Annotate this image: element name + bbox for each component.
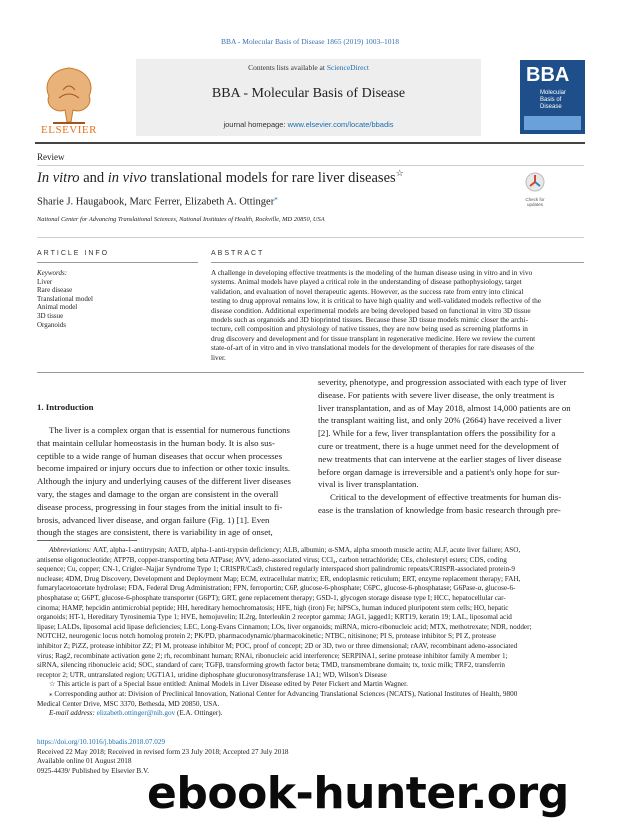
- body-line: that maintain cellular homeostasis in the human body. It is also sus-: [37, 437, 275, 448]
- abbreviations-footnote: [37, 546, 585, 719]
- check-updates-badge[interactable]: [520, 172, 550, 207]
- check-updates-text: Check for: [525, 197, 545, 202]
- article-info-heading: ARTICLE INFO: [37, 250, 110, 257]
- body-line: become impaired or injury occurs due to infection or other toxic insults.: [37, 463, 291, 474]
- footnote-line: NOTCH2, neurogenic locus notch homolog protein 2; PK/PD, pharmacodynamic/pharmacokinetic; NTBC, nitisinone; PI S, protease inhibitor S; PI Z, protease: [37, 632, 496, 641]
- journal-cover: [520, 60, 585, 134]
- body-line: though the stages are consistent, there is variability in age of onset,: [37, 527, 273, 538]
- footnote-line: cinoma; HAMP, hepcidin antimicrobial peptide; HH, hereditary hemochromatosis; HFE, high (iron) Fe; hiPSCs, human induced pluripotent stem cells; HO, hepatic: [37, 603, 509, 612]
- section-heading: 1. Introduction: [37, 402, 94, 412]
- footnote-line: phosphatase α; G6PT, glucose-6-phosphate transporter (G6PT); GRT, gene replacement therapy; GSD-1, glycogen storage disease type I; HCC, hepatocellular car-: [37, 593, 506, 602]
- footnote-line: antisense oligonucleotide; ATP7B, copper-transporting beta ATPase; AVV, adeno-associated virus; CCl₄, carbon tetrachloride; CEs, cholesteryl esters; CDS, coding: [37, 555, 507, 564]
- cover-acronym: BBA: [526, 64, 570, 86]
- info-rule: [37, 262, 198, 263]
- footnote-line: fumarylacetoacetate hydrolase; FDA, Federal Drug Administration; FPN, ferroportin; C6P, glucose-6-phosphate; C6PC, glucose-6-phosphatase; G6Pase-α, glucose-6-: [37, 584, 516, 593]
- body-line: Although the injury and underlying causes of the different liver diseases: [37, 476, 291, 487]
- abstract-line: testing to drug approval remains low, it is critical to have high quality and well-validated models reflective of the: [211, 296, 542, 306]
- footnote-line: siRNA, silencing ribonucleic acid; SOC, standard of care; TGFβ, transforming growth factor beta; TMD, transmembrane domain; tx, toxic milk; TRF2, transferrin: [37, 661, 505, 670]
- contents-line: [136, 63, 481, 72]
- header-rule: [35, 142, 585, 144]
- footnote-text: AAT, alpha-1-antitrypsin; AATD, alpha-1-anti-trypsin deficiency; ALB, albumin; α-SMA, alpha smooth muscle actin; ALF, acute liver failure; ASO,: [92, 546, 521, 554]
- body-line: disease. For patients with severe liver disease, the only treatment is: [318, 389, 555, 400]
- footnote-line: inhibitor Z; PiZZ, protease inhibitor ZZ; PI M, protease inhibitor M; POC, proof of concept; 2D or 3D, two or three dimensional; rAAV, recombinant adeno-associated: [37, 641, 518, 650]
- intro-column-1: [37, 424, 305, 539]
- received-dates: Received 22 May 2018; Received in revised form 23 July 2018; Accepted 27 July 2018: [37, 747, 289, 756]
- elsevier-logo: [33, 60, 105, 136]
- title-rule: [37, 165, 584, 166]
- title-part: translational models for rare liver diseases: [146, 169, 396, 186]
- doi-link[interactable]: https://doi.org/10.1016/j.bbadis.2018.07.029: [37, 738, 166, 746]
- abstract-line: models such as organoids and 3D bioprinted tissues. Because these 3D tissue models mimic closer the archi-: [211, 315, 529, 325]
- abstract-line: disease condition. Additional experimental models are being developed based on functional in vitro 3D tissue: [211, 305, 531, 315]
- cover-subtitle: [540, 90, 566, 111]
- body-line: the transplant waiting list, and only 20% (2664) have received a liver: [318, 415, 562, 426]
- footnote-line: receptor 2; UTR, untranslated region; UGT1A1, uridine diphosphate glucuronosyltransferase 1A1; WD, Wilson's Disease: [37, 670, 387, 679]
- author-list: Sharie J. Haugabook, Marc Ferrer, Elizabeth A. Ottinger: [37, 196, 275, 208]
- abstract-line: drug discovery and development and for tissue transplant in regenerative medicine. Here we review the current: [211, 333, 536, 343]
- journal-title: BBA - Molecular Basis of Disease: [211, 86, 406, 101]
- keywords-label: Keywords:: [37, 269, 68, 277]
- body-line: vary, the stages and damage to the organ are consistent in the overall: [37, 488, 279, 499]
- corresponding-author-note: ⁎ Corresponding author at: Division of Preclinical Innovation, National Center for Advancing Translational Sciences (NCATS), National Institutes of Health, 9800: [49, 689, 518, 698]
- footnote-line: virus; Rag2, recombinate activation gene 2; rh, recombinant human; RNAi, ribonucleic acid interference; SERPINA1, serine protease inhibitor family A member 1;: [37, 651, 508, 660]
- email-label: E-mail address:: [49, 709, 95, 718]
- contents-prefix: Contents lists available at: [248, 63, 325, 72]
- cover-line: Molecular: [540, 90, 567, 96]
- footnote-line: [37, 546, 585, 556]
- footnote-rule: [37, 540, 137, 541]
- check-updates-label: [520, 197, 550, 207]
- body-line: brosis, advanced liver disease, and organ failure (Fig. 1) [1]. Even: [37, 514, 270, 525]
- body-line: ceptible to a wide range of human diseases that occur when processes: [37, 450, 283, 461]
- abstract-rule: [211, 262, 584, 263]
- homepage-link[interactable]: www.elsevier.com/locate/bbadis: [287, 120, 394, 129]
- keyword: Organoids: [37, 320, 67, 329]
- body-line: disease process, progressing in four stages from the initial insult to fi-: [37, 501, 283, 512]
- body-line: vival is liver transplantation.: [318, 479, 419, 490]
- abstract-line: state-of-art of in vitro and in vivo translational models for the development of therapies for rare diseases of the: [211, 343, 534, 353]
- abstract-text: [211, 268, 584, 362]
- journal-reference: BBA - Molecular Basis of Disease 1865 (2019) 1003–1018: [221, 37, 399, 46]
- keyword: Rare disease: [37, 286, 73, 295]
- sciencedirect-link[interactable]: ScienceDirect: [326, 63, 369, 72]
- abstract-line: liver.: [211, 352, 226, 362]
- abstract-line: validation, and evaluation of novel therapeutic agents. However, as the success rate from entry into clinical: [211, 286, 524, 296]
- body-line: severity, phenotype, and progression associated with each type of liver: [318, 377, 567, 387]
- article-type: Review: [37, 152, 65, 162]
- abstract-line: A challenge in developing effective treatments is the modeling of the human disease using in vitro and in vivo: [211, 268, 533, 277]
- abstract-line: systems. Animal models have played a critical role in the understanding of disease pathophysiology, target: [211, 277, 522, 287]
- check-updates-text: updates: [526, 202, 543, 207]
- keyword: Translational model: [37, 294, 93, 303]
- intro-column-2: [318, 376, 586, 517]
- title-footnote-mark: ☆: [395, 168, 404, 178]
- abstract-heading: ABSTRACT: [211, 250, 265, 257]
- issn-line: 0925-4439/ Published by Elsevier B.V.: [37, 766, 150, 775]
- homepage-prefix: journal homepage:: [223, 120, 286, 129]
- body-line: [2]. While for a few, liver transplantation offers the possibility for a: [318, 428, 556, 439]
- body-line: cure or treatment, there is a huge unmet need for the development of: [318, 440, 560, 451]
- homepage-line: [136, 120, 481, 129]
- watermark-text: ebook-hunter.org: [147, 768, 569, 819]
- affiliation: National Center for Advancing Translational Sciences, National Institutes of Health, Rockville, MD 20850, USA: [37, 216, 325, 223]
- author-mark: ⁎: [274, 194, 278, 202]
- info-top-rule: [37, 237, 584, 238]
- title-part: and: [79, 169, 108, 186]
- keyword: Animal model: [37, 303, 78, 312]
- body-line: before organ damage is irreversible and a patient's only hope for sur-: [318, 466, 560, 477]
- body-line: Critical to the development of effective treatments for human dis-: [330, 492, 562, 503]
- cover-line: Basis of: [540, 97, 562, 103]
- email-line: [37, 709, 585, 719]
- title-italic: in vivo: [107, 169, 147, 186]
- footnote-line: lipase; LALDs, liposomal acid lipase deficiencies; LEC, Long-Evans Cinnamon; LOs, liver organoids; miRNA, micro-ribonucleic acid; MTX, methotrexate; NDR, nodder;: [37, 622, 532, 631]
- abstract-line: tecture, cell composition and physiology of native tissues, they are now being used as screening platforms in: [211, 324, 528, 334]
- footnote-line: nuclease; 4DM, Drug Discovery, Development and Deployment Map; ECM, extracellular matrix; ER, endoplasmic reticulum; ERT, enzyme replacement therapy; FAH,: [37, 574, 521, 583]
- body-line: liver transplantation, and as of May 2018, almost 14,000 patients are on: [318, 402, 571, 413]
- authors: [37, 194, 278, 208]
- keyword: 3D tissue: [37, 311, 64, 320]
- body-line: new treatments that can intervene at the earlier stages of liver disease: [318, 453, 562, 464]
- special-issue-note: ☆ This article is part of a Special Issue entitled: Animal Models in Liver Disease edited by Peter Fickert and Martin Wagner.: [49, 680, 408, 689]
- online-date: Available online 01 August 2018: [37, 757, 132, 766]
- footnote-line: organoids; HT-1, Hereditary Tyrosinemia Type 1; HVE, hemojuvelin; IL2rg, Interleukin 2 receptor gamma; JAG1, jagged1; KRT19, keratin 19; LAL, liposomal acid: [37, 613, 512, 622]
- check-updates-icon: [525, 172, 545, 192]
- cover-line: Disease: [540, 104, 562, 110]
- corresponding-author-address: Medical Center Drive, MSC 3370, Bethesda, MD 20850, USA.: [37, 699, 220, 708]
- email-link[interactable]: elizabeth.ottinger@nih.gov: [96, 709, 176, 718]
- body-line: ease is the translation of knowledge from basic research through pre-: [318, 504, 561, 515]
- body-line: The liver is a complex organ that is essential for numerous functions: [49, 425, 290, 435]
- title-italic: In vitro: [37, 169, 80, 186]
- keyword: Liver: [37, 277, 53, 286]
- publisher-name: ELSEVIER: [41, 124, 97, 136]
- footnote-line: sequence; Cu, copper; CN-1, Crigler–Najjar Syndrome Type 1; CRISPR/Cas9, clustered regularly interspaced short palindromic repeats/CRISPR-associated protein-9: [37, 565, 516, 574]
- keywords-block: [37, 269, 93, 329]
- article-title: [37, 168, 404, 187]
- email-suffix: (E.A. Ottinger).: [176, 709, 223, 718]
- cover-stripe: [524, 116, 581, 130]
- abbrev-label: Abbreviations:: [49, 546, 92, 554]
- abstract-bottom-rule: [37, 372, 584, 373]
